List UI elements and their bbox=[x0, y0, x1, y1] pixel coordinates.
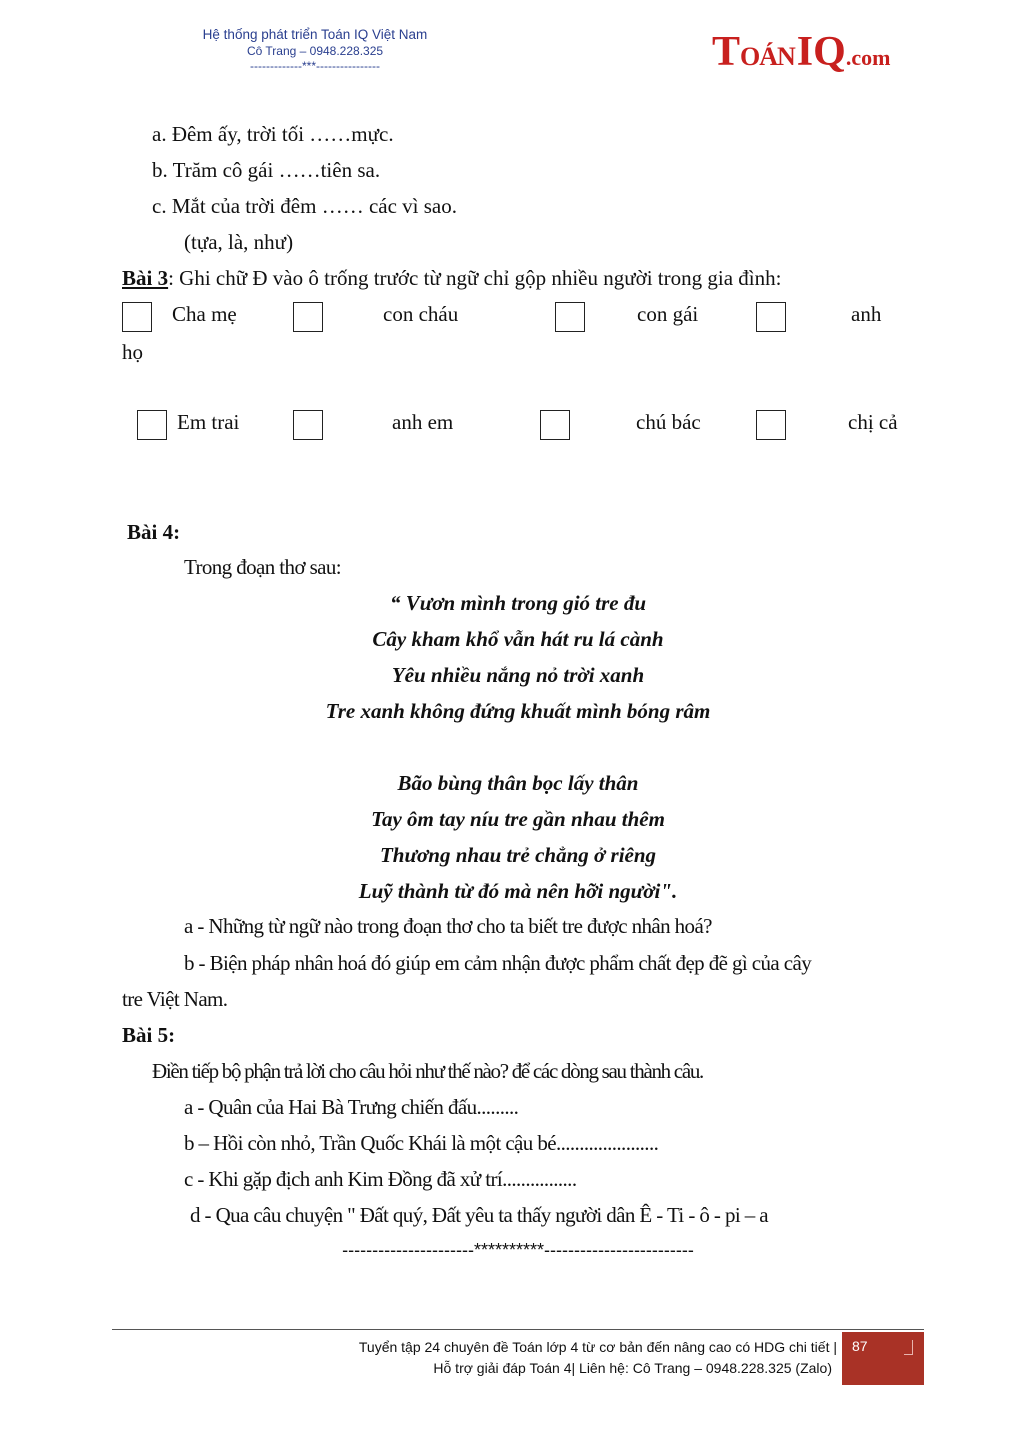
exercise-5-item-a: a - Quân của Hai Bà Trưng chiến đấu......... bbox=[184, 1095, 519, 1119]
page-box-accent-2 bbox=[904, 1354, 913, 1355]
exercise-4-question-b: b - Biện pháp nhân hoá đó giúp em cảm nhận được phẩm chất đẹp đẽ gì của cây bbox=[184, 951, 812, 975]
exercise-2-hint: (tựa, là, như) bbox=[184, 230, 294, 254]
exercise-2-item-b: b. Trăm cô gái ……tiên sa. bbox=[152, 158, 381, 182]
checkbox-anh-em[interactable] bbox=[293, 410, 323, 440]
logo-part-1: T bbox=[712, 29, 741, 75]
exercise-4-intro: Trong đoạn thơ sau: bbox=[184, 555, 342, 579]
option-anh-ho: anh bbox=[851, 302, 882, 326]
exercise-3-title: Bài 3 bbox=[122, 266, 169, 290]
checkbox-cha-me[interactable] bbox=[122, 302, 152, 332]
option-chu-bac: chú bác bbox=[636, 410, 701, 434]
poem-line-4: Tre xanh không đứng khuất mình bóng râm bbox=[325, 699, 711, 723]
checkbox-em-trai[interactable] bbox=[137, 410, 167, 440]
poem-line-1: “ Vươn mình trong gió tre đu bbox=[389, 591, 647, 615]
page-box-accent bbox=[912, 1340, 913, 1354]
exercise-2-item-c: c. Mắt của trời đêm …… các vì sao. bbox=[152, 194, 458, 218]
header-title: Hệ thống phát triển Toán IQ Việt Nam bbox=[202, 27, 428, 42]
checkbox-con-chau[interactable] bbox=[293, 302, 323, 332]
option-con-gai: con gái bbox=[637, 302, 699, 326]
logo-part-3: IQ bbox=[796, 29, 846, 75]
poem-line-2: Cây kham khổ vẫn hát ru lá cành bbox=[372, 627, 664, 651]
option-anh-em: anh em bbox=[392, 410, 454, 434]
footer-line-1: Tuyển tập 24 chuyên đề Toán lớp 4 từ cơ bản đến nâng cao có HDG chi tiết | bbox=[358, 1339, 837, 1355]
option-em-trai: Em trai bbox=[177, 410, 240, 434]
logo-part-4: .com bbox=[845, 45, 891, 70]
exercise-5-item-c: c - Khi gặp địch anh Kim Đồng đã xử trí................ bbox=[184, 1167, 577, 1191]
poem-line-5: Bão bùng thân bọc lấy thân bbox=[397, 771, 639, 795]
exercise-3-heading bbox=[122, 266, 781, 291]
checkbox-chi-ca[interactable] bbox=[756, 410, 786, 440]
exercise-4-question-b-cont: tre Việt Nam. bbox=[122, 987, 228, 1011]
option-cha-me: Cha mẹ bbox=[172, 302, 237, 326]
footer-rule bbox=[112, 1329, 924, 1330]
exercise-5-item-d: d - Qua câu chuyện " Đất quý, Đất yêu ta thấy người dân Ê - Ti - ô - pi – a bbox=[190, 1203, 769, 1227]
exercise-5-title: Bài 5: bbox=[122, 1023, 176, 1047]
option-anh-ho-wrap: họ bbox=[122, 340, 143, 364]
poem-line-3: Yêu nhiều nắng nỏ trời xanh bbox=[391, 663, 645, 687]
exercise-4-title: Bài 4: bbox=[127, 520, 181, 544]
checkbox-con-gai[interactable] bbox=[555, 302, 585, 332]
header-divider: -------------***---------------- bbox=[250, 59, 380, 73]
logo-part-2: OÁN bbox=[740, 42, 795, 71]
checkbox-chu-bac[interactable] bbox=[540, 410, 570, 440]
page-number-box bbox=[842, 1332, 924, 1385]
footer-line-2: Hỗ trợ giải đáp Toán 4| Liên hệ: Cô Trang – 0948.228.325 (Zalo) bbox=[433, 1360, 832, 1376]
option-chi-ca: chị cả bbox=[848, 410, 898, 434]
poem-line-7: Thương nhau trẻ chẳng ở riêng bbox=[379, 843, 657, 867]
page-number: 87 bbox=[852, 1338, 868, 1354]
toaniq-logo bbox=[712, 28, 912, 88]
poem-line-8: Luỹ thành từ đó mà nên hỡi người". bbox=[358, 879, 678, 903]
exercise-5-item-b: b – Hồi còn nhỏ, Trần Quốc Khái là một cậu bé...................... bbox=[184, 1131, 659, 1155]
exercise-3-instruction: : Ghi chữ Đ vào ô trống trước từ ngữ chỉ gộp nhiều người trong gia đình: bbox=[168, 266, 782, 290]
checkbox-anh-ho[interactable] bbox=[756, 302, 786, 332]
poem-line-6: Tay ôm tay níu tre gần nhau thêm bbox=[371, 807, 665, 831]
section-separator: ----------------------**********------------------------- bbox=[342, 1240, 694, 1260]
exercise-4-question-a: a - Những từ ngữ nào trong đoạn thơ cho ta biết tre được nhân hoá? bbox=[184, 914, 712, 938]
header-contact: Cô Trang – 0948.228.325 bbox=[246, 44, 384, 58]
option-con-chau: con cháu bbox=[383, 302, 459, 326]
exercise-2-item-a: a. Đêm ấy, trời tối ……mực. bbox=[152, 122, 394, 146]
exercise-5-instruction: Điền tiếp bộ phận trả lời cho câu hỏi như thế nào? để các dòng sau thành câu. bbox=[152, 1059, 704, 1083]
